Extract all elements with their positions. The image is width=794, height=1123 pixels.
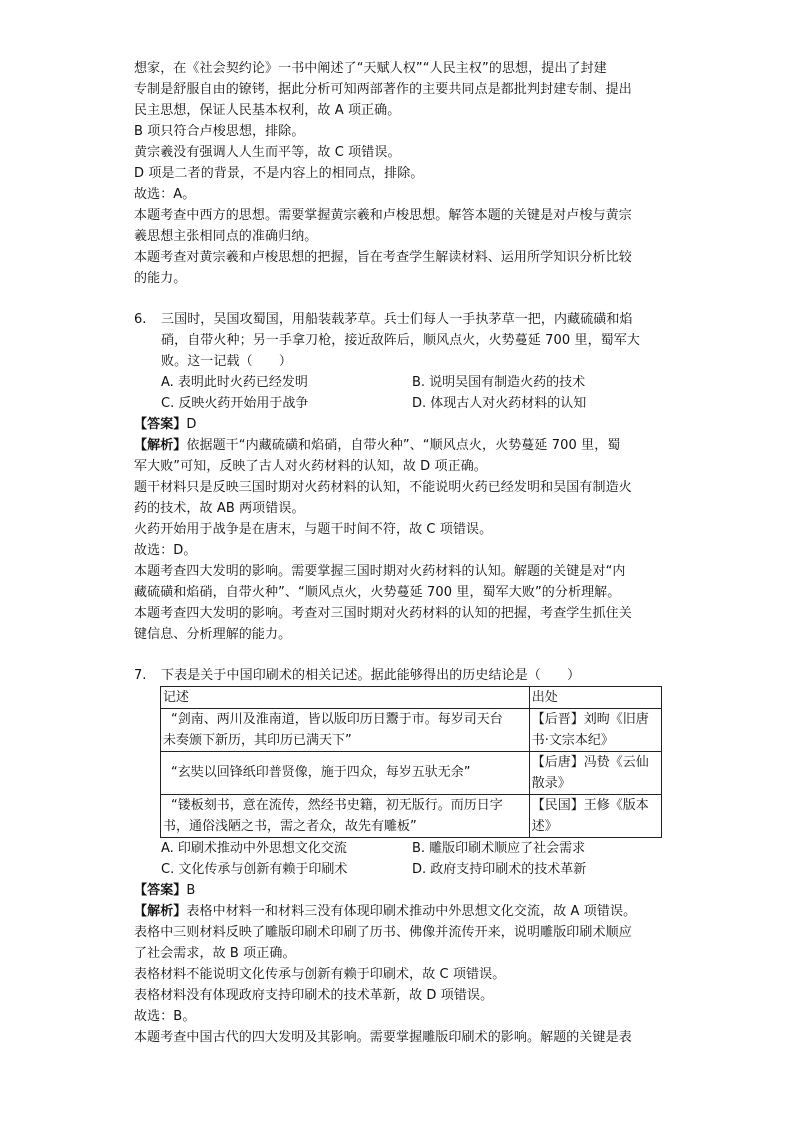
- cell-line: 书，通俗浅陋之书，需之者众，故先有雕板”: [163, 819, 417, 834]
- text-line: 想家，在《社会契约论》一书中阐述了“天赋人权”“人民主权”的思想，提出了封建: [134, 61, 607, 76]
- option-d: D. 政府支持印刷术的技术革新: [412, 862, 587, 877]
- text-line: 民主思想，保证人民基本权利，故 A 项正确。: [134, 103, 401, 118]
- question-7: [134, 665, 660, 1048]
- stem-line: 硝，自带火种；另一手拿刀枪，接近敌阵后，顺风点火，火势蔓延 700 里，蜀军大: [161, 333, 640, 348]
- answer-tag: 【答案】: [134, 417, 187, 432]
- cell-line: 未奏颁下新历，其印历已满天下”: [163, 733, 352, 748]
- answer-value: B: [186, 883, 196, 898]
- table-header-row: [161, 687, 662, 709]
- record-cell: [161, 795, 530, 838]
- text-line: 本题考查对黄宗羲和卢梭思想的把握，旨在考查学生解读材料、运用所学知识分析比较: [134, 250, 632, 265]
- option-c: C. 反映火药开始用于战争: [161, 396, 309, 411]
- analysis-line: 表格材料没有体现政府支持印刷术的技术革新，故 D 项错误。: [134, 988, 494, 1003]
- source-cell: [529, 795, 661, 838]
- analysis-line: 故选：B。: [134, 1009, 196, 1024]
- analysis-line: 火药开始用于战争是在唐末，与题干时间不符，故 C 项错误。: [134, 522, 493, 537]
- table-row: [161, 795, 662, 838]
- answer-tag: 【答案】: [134, 883, 187, 898]
- text-line: 本题考查中西方的思想。需要掌握黄宗羲和卢梭思想。解答本题的关键是对卢梭与黄宗: [134, 208, 632, 223]
- record-cell: [161, 709, 530, 752]
- cell-line: 【后晋】刘昫《旧唐: [531, 712, 649, 727]
- cell-line: “剑南、两川及淮南道，皆以版印历日鬻于市。每岁司天台: [171, 712, 503, 727]
- records-table: [160, 686, 662, 838]
- question-6: [134, 309, 660, 645]
- stem-line: 三国时，吴国攻蜀国，用船装载茅草。兵士们每人一手执茅草一把，内藏硫磺和焰: [161, 312, 633, 327]
- analysis-text: 依据题干“内藏硫磺和焰硝，自带火种”、“顺风点火，火势蔓延 700 里，蜀: [186, 438, 621, 453]
- analysis-line: 故选：D。: [134, 543, 197, 558]
- page-content: [134, 58, 660, 1048]
- spacer: [134, 645, 660, 665]
- text-line: 的能力。: [134, 271, 187, 286]
- answer-line: [134, 880, 660, 901]
- analysis-line: 本题考查四大发明的影响。考查对三国时期对火药材料的认知的把握，考查学生抓住关: [134, 606, 632, 621]
- analysis-line: 本题考查四大发明的影响。需要掌握三国时期对火药材料的认知。解题的关键是对“内: [134, 564, 626, 579]
- cell-line: 书·文宗本纪》: [531, 733, 614, 748]
- options: [134, 372, 660, 414]
- option-b: B. 雕版印刷术顺应了社会需求: [412, 841, 586, 856]
- stem-line: 败。这一记载（ ）: [161, 354, 293, 369]
- options: [134, 838, 660, 880]
- text-line: 专制是舒服自由的镣铐，据此分析可知两部著作的主要共同点是都批判封建专制、提出: [134, 82, 632, 97]
- source-cell: [529, 709, 661, 752]
- analysis-tag: 【解析】: [134, 438, 187, 453]
- text-line: 羲思想主张相同点的准确归纳。: [134, 229, 318, 244]
- option-a: A. 表明此时火药已经发明: [161, 375, 308, 390]
- analysis-line: 题干材料只是反映三国时期对火药材料的认知，不能说明火药已经发明和吴国有制造火: [134, 480, 632, 495]
- analysis-line: 藏硫磺和焰硝，自带火种”、“顺风点火，火势蔓延 700 里，蜀军大败”的分析理解。: [134, 585, 621, 600]
- analysis-line: 键信息、分析理解的能力。: [134, 627, 292, 642]
- text-line: D 项是二者的背景，不是内容上的相同点，排除。: [134, 166, 424, 181]
- analysis-first-line: [134, 435, 660, 456]
- analysis-line: 本题考查中国古代的四大发明及其影响。需要掌握雕版印刷术的影响。解题的关键是表: [134, 1030, 632, 1045]
- text-line: 故选：A。: [134, 187, 196, 202]
- analysis-line: 了社会需求，故 B 项正确。: [134, 946, 296, 961]
- analysis-tag: 【解析】: [134, 904, 187, 919]
- option-d: D. 体现古人对火药材料的认知: [412, 396, 587, 411]
- table-row: [161, 752, 662, 795]
- record-cell: [161, 752, 530, 795]
- analysis-line: 表格中三则材料反映了雕版印刷术印刷了历书、佛像并流传开来，说明雕版印刷术顺应: [134, 925, 632, 940]
- source-cell: [529, 752, 661, 795]
- question-number: 7.: [134, 668, 147, 683]
- analysis-text: 表格中材料一和材料三没有体现印刷术推动中外思想文化交流，故 A 项错误。: [186, 904, 637, 919]
- table-row: [161, 709, 662, 752]
- cell-line: 散录》: [531, 776, 571, 791]
- cell-line: “玄奘以回锋纸印普贤像，施于四众，每岁五驮无余”: [171, 765, 471, 780]
- question-stem: [134, 665, 660, 686]
- analysis-line: 药的技术，故 AB 两项错误。: [134, 501, 305, 516]
- option-b: B. 说明吴国有制造火药的技术: [412, 375, 586, 390]
- analysis-first-line: [134, 901, 660, 922]
- answer-value: D: [186, 417, 197, 432]
- text-line: 黄宗羲没有强调人人生而平等，故 C 项错误。: [134, 145, 401, 160]
- cell-line: “镂板刻书，意在流传，然经书史籍，初无版行。而历日字: [171, 798, 503, 813]
- answer-line: [134, 414, 660, 435]
- question-number: 6.: [134, 312, 147, 327]
- question-stem: [134, 309, 660, 372]
- analysis-line: 表格材料不能说明文化传承与创新有赖于印刷术，故 C 项错误。: [134, 967, 506, 982]
- header-cell-source: 出处: [529, 687, 661, 709]
- cell-line: 述》: [531, 819, 558, 834]
- text-line: B 项只符合卢梭思想，排除。: [134, 124, 305, 139]
- cell-line: 【民国】王修《版本: [531, 798, 649, 813]
- spacer: [134, 289, 660, 309]
- cell-line: 【后唐】冯贽《云仙: [531, 755, 649, 770]
- option-a: A. 印刷术推动中外思想文化交流: [161, 841, 347, 856]
- header-cell-record: 记述: [161, 687, 530, 709]
- stem-line: 下表是关于中国印刷术的相关记述。据此能够得出的历史结论是（ ）: [161, 668, 581, 683]
- analysis-line: 军大败”可知，反映了古人对火药材料的认知，故 D 项正确。: [134, 459, 487, 474]
- option-c: C. 文化传承与创新有赖于印刷术: [161, 862, 348, 877]
- prev-analysis: [134, 58, 660, 289]
